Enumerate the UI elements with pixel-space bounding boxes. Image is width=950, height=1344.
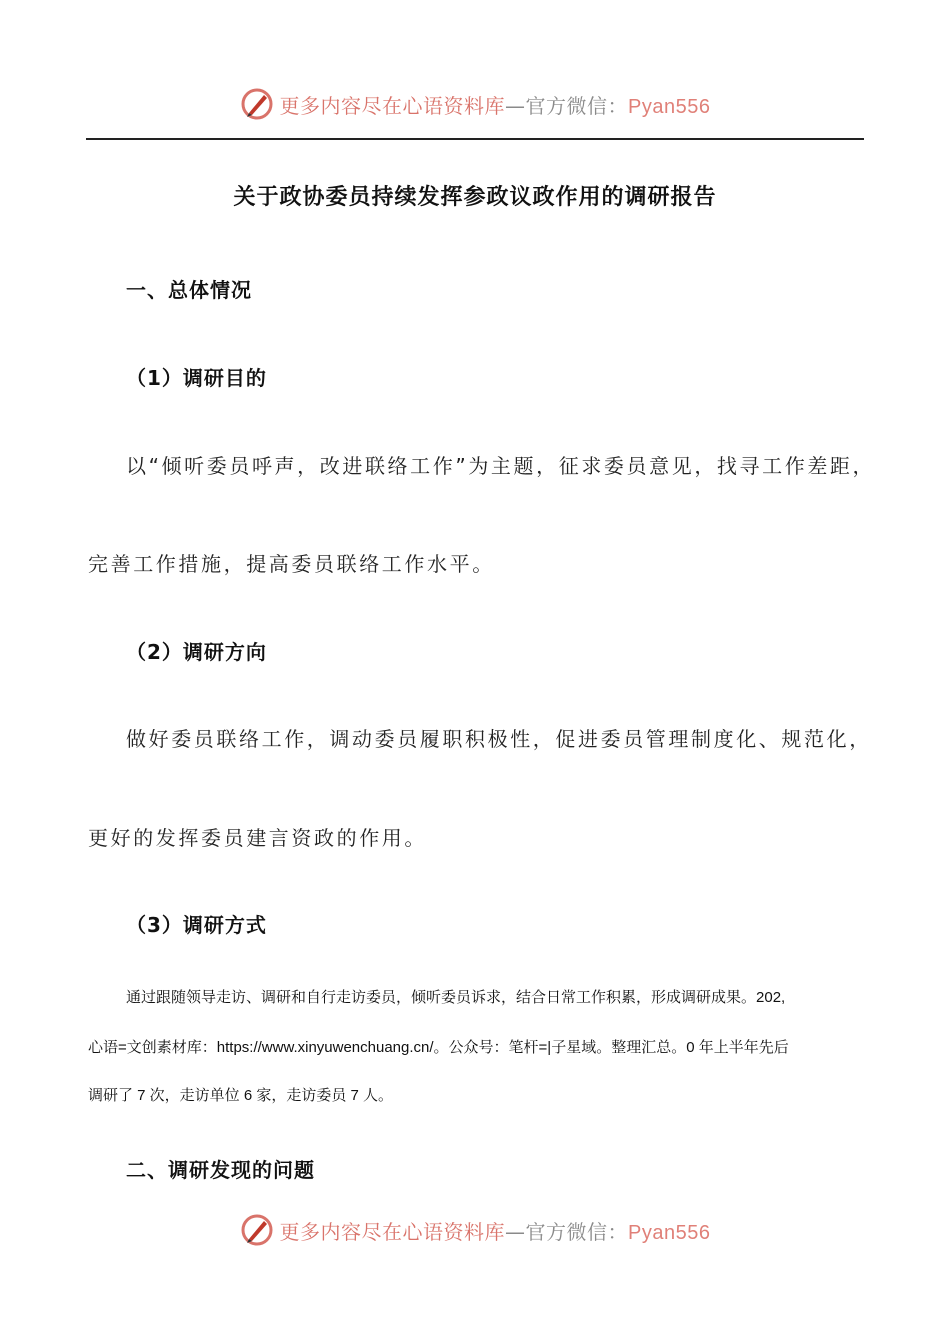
section-heading-problems: 二、调研发现的问题 bbox=[126, 1158, 315, 1182]
method-line-3: 调研了 7 次，走访单位 6 家，走访委员 7 人。 bbox=[88, 1087, 394, 1104]
direction-line-1: 做好委员联络工作，调动委员履职积极性，促进委员管理制度化、规范化， bbox=[126, 727, 872, 751]
direction-line-2: 更好的发挥委员建言资政的作用。 bbox=[88, 826, 427, 850]
header-rule bbox=[86, 138, 864, 140]
watermark-dash: — bbox=[505, 93, 526, 118]
subheading-method: （3）调研方式 bbox=[126, 913, 267, 937]
method-line-2: 心语=文创素材库：https://www.xinyuwenchuang.cn/。公众号：笔杆=|子星域。整理汇总。0 年上半年先后 bbox=[88, 1039, 789, 1056]
watermark-handle: Pyan556 bbox=[628, 95, 711, 118]
watermark-label: 官方微信： bbox=[525, 1219, 629, 1244]
document-title: 关于政协委员持续发挥参政议政作用的调研报告 bbox=[233, 185, 717, 210]
footer-watermark bbox=[0, 1210, 950, 1250]
subheading-purpose: （1）调研目的 bbox=[126, 366, 267, 390]
header-watermark bbox=[0, 84, 950, 124]
pen-logo-icon bbox=[240, 87, 274, 121]
watermark-dash: — bbox=[505, 1219, 526, 1244]
watermark-prefix: 更多内容尽在心语资料库 bbox=[279, 93, 506, 118]
watermark-text bbox=[280, 90, 711, 119]
watermark-text bbox=[280, 1216, 711, 1245]
pen-logo-icon bbox=[240, 1213, 274, 1247]
watermark-prefix: 更多内容尽在心语资料库 bbox=[279, 1219, 506, 1244]
subheading-direction: （2）调研方向 bbox=[126, 640, 267, 664]
purpose-line-1: 以“倾听委员呼声，改进联络工作”为主题，征求委员意见，找寻工作差距， bbox=[126, 454, 876, 478]
section-heading-overview: 一、总体情况 bbox=[126, 278, 252, 302]
purpose-line-2: 完善工作措施，提高委员联络工作水平。 bbox=[88, 552, 495, 576]
watermark-label: 官方微信： bbox=[525, 93, 629, 118]
watermark-handle: Pyan556 bbox=[628, 1221, 711, 1244]
method-line-1: 通过跟随领导走访、调研和自行走访委员，倾听委员诉求，结合日常工作积累，形成调研成果。202, bbox=[126, 989, 786, 1006]
